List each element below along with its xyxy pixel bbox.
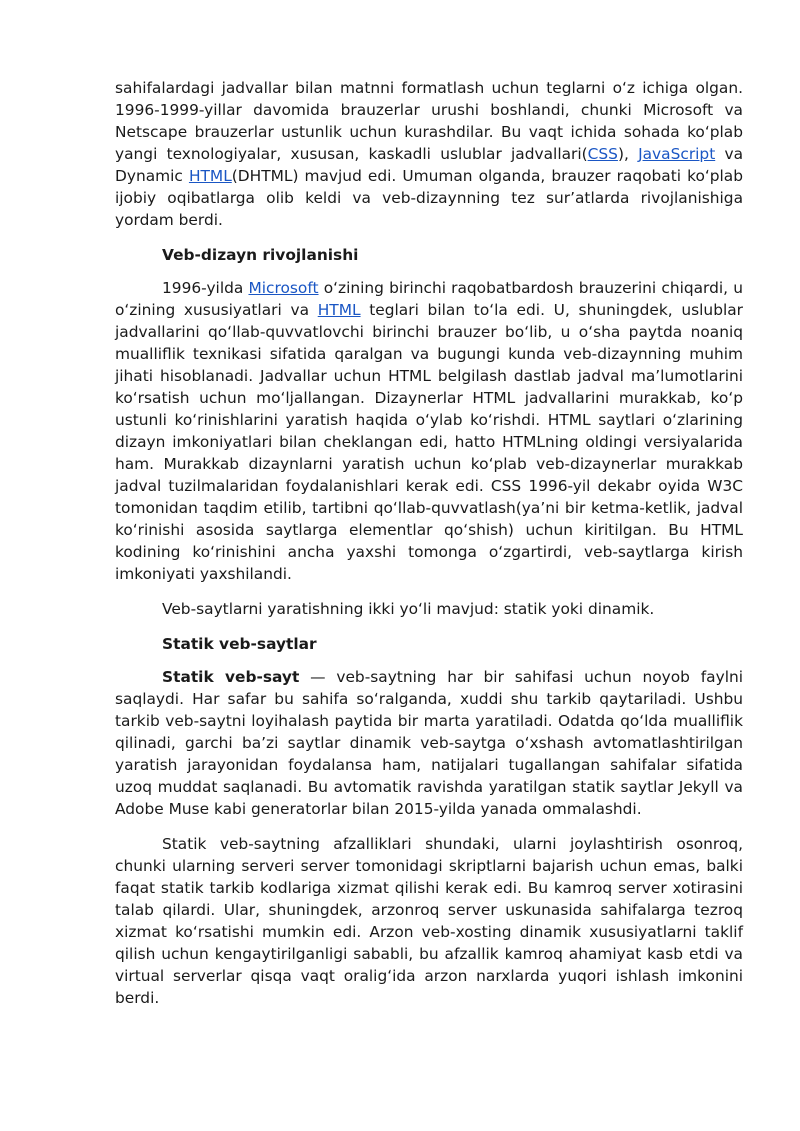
paragraph-text: 1996-yilda (162, 279, 249, 297)
paragraph-text: — veb-saytning har bir sahifasi uchun noyob faylni saqlaydi. Har safar bu sahifa soʻralganda, xuddi shu tarkib qaytariladi. Ushbu tarkib veb-saytni loyihalash paytida bir marta yaratiladi. Odatda qoʻlda mualliflik qilinadi, garchi baʼzi saytlar dinamik veb-saytga oʻxshash avtomatlashtirilgan yaratish jarayonidan foydalansa ham, natijalari tugallangan sahifalar sifatida uzoq muddat saqlanadi. Bu avtomatik ravishda yaratilgan statik saytlar Jekyll va Adobe Muse kabi generatorlar bilan 2015-yilda yanada ommalashdi. (115, 668, 743, 818)
paragraph-text: va Dynamic (115, 145, 744, 185)
html-link[interactable]: HTML (188, 167, 232, 185)
section-heading-static-websites: Statik veb-saytlar (162, 635, 317, 653)
paragraph-web-design-development (115, 277, 743, 585)
javascript-link[interactable]: JavaScript (638, 145, 716, 163)
paragraph-text: teglari bilan toʻla edi. U, shuningdek, uslublar jadvallarini qoʻllab-quvvatlovchi birinchi brauzer boʻlib, u oʻsha paytda noaniq mualliflik texnikasi sifatida qaralgan va bugungi kunda veb-dizaynning muhim jihati hisoblanadi. Jadvallar uchun HTML belgilash dastlab jadval maʼlumotlarini koʻrsatish uchun moʻljallangan. Dizaynerlar HTML jadvallarini murakkab, koʻp ustunli koʻrinishlarini yaratish haqida oʻylab koʻrishdi. HTML saytlari oʻzlarining dizayn imkoniyatlari bilan cheklangan edi, hatto HTMLning oldingi versiyalarida ham. Murakkab dizaynlarni yaratish uchun koʻplab veb-dizaynerlar murakkab jadval tuzilmalaridan foydalanishlari kerak edi. CSS 1996-yil dekabr oyida W3C tomonidan taqdim etilib, tartibni qoʻllab-quvvatlash(yaʼni bir ketma-ketlik, jadval koʻrinishi asosida saytlarga elementlar qoʻshish) uchun kiritilgan. Bu HTML kodining koʻrinishini ancha yaxshi tomonga oʻzgartirdi, veb-saytlarga kirish imkoniyati yaxshilandi. (115, 301, 743, 583)
paragraph-static-website-advantages: Statik veb-saytning afzalliklari shundaki, ularni joylashtirish osonroq, chunki ularning serveri server tomonidagi skriptlarni bajarish uchun emas, balki faqat statik tarkib kodlariga xizmat qilishi kerak edi. Bu kamroq server xotirasini talab qilardi. Ular, shuningdek, arzonroq server uskunasida sahifalarga tezroq xizmat koʻrsatishi mumkin edi. Arzon veb-xosting dinamik xususiyatlarni taklif qilish uchun kengaytirilganligi sababli, bu afzallik kamroq ahamiyat kasb etdi va virtual serverlar qisqa vaqt oraligʻida arzon narxlarda yuqori ishlash imkonini berdi. (115, 835, 743, 1007)
microsoft-link[interactable]: Microsoft (248, 279, 319, 297)
term-static-website: Statik veb-sayt (162, 668, 300, 686)
paragraph-text: oʻzining birinchi raqobatbardosh brauzerini chiqardi, u oʻzining xususiyatlari va (115, 279, 743, 319)
paragraph-text: sahifalardagi jadvallar bilan matnni formatlash uchun teglarni oʻz ichiga olgan. 1996-1999-yillar davomida brauzerlar urushi boshlandi, chunki Microsoft va Netscape brauzerlar ustunlik uchun kurashdilar. Bu vaqt ichida sohada koʻplab yangi texnologiyalar, xususan, kaskadli uslublar jadvallari( (115, 79, 743, 163)
paragraph-static-website-definition (115, 666, 743, 820)
css-link[interactable]: CSS (587, 145, 618, 163)
paragraph-text: (DHTML) mavjud edi. Umuman olganda, brauzer raqobati koʻplab ijobiy oqibatlarga olib keldi va veb-dizaynning tez surʼatlarda rivojlanishiga yordam berdi. (115, 167, 743, 229)
document-page (115, 77, 743, 1009)
paragraph-text: ), (617, 145, 639, 163)
paragraph-two-ways: Veb-saytlarni yaratishning ikki yoʻli mavjud: statik yoki dinamik. (162, 600, 655, 618)
paragraph-browser-wars (115, 77, 743, 231)
html-link[interactable]: HTML (317, 301, 361, 319)
section-heading-web-design-development: Veb-dizayn rivojlanishi (162, 246, 359, 264)
